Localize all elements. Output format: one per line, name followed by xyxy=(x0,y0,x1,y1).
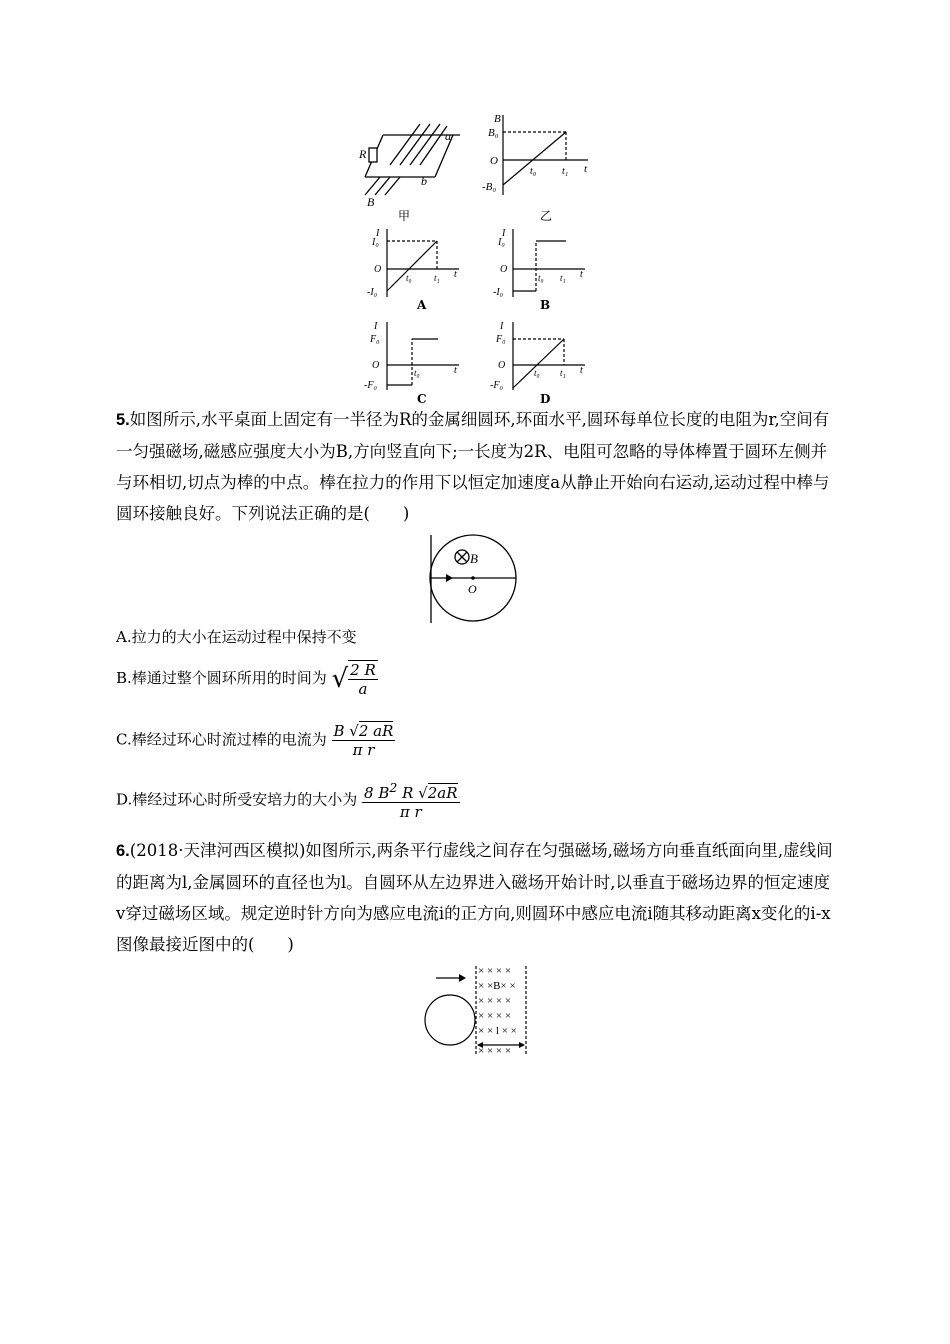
q5-option-b-text: B.棒通过整个圆环所用的时间为 xyxy=(116,669,327,687)
q5-option-c xyxy=(116,722,395,759)
svg-text:t: t xyxy=(454,365,457,376)
svg-text:t₁: t₁ xyxy=(562,166,569,177)
svg-text:t: t xyxy=(584,163,588,175)
svg-text:I₀: I₀ xyxy=(372,237,379,248)
svg-text:O: O xyxy=(490,155,498,167)
svg-text:B: B xyxy=(494,113,501,125)
svg-text:-I₀: -I₀ xyxy=(493,287,504,298)
graph-option-c xyxy=(362,318,462,393)
svg-text:× × × ×: × × × × xyxy=(478,1045,512,1057)
q5-option-c-text: C.棒经过环心时流过棒的电流为 xyxy=(116,730,327,749)
q5-option-d-text: D.棒经过环心时所受安培力的大小为 xyxy=(116,790,358,809)
q5-option-c-formula: $\frac{B √2 aR}{\text{π r}}$ xyxy=(333,722,394,759)
svg-text:I₀: I₀ xyxy=(498,237,505,248)
svg-text:B: B xyxy=(367,195,375,209)
svg-text:× × × ×: × × × × xyxy=(478,1010,512,1022)
svg-text:t₁: t₁ xyxy=(560,273,566,283)
svg-text:I: I xyxy=(500,321,504,332)
q5-option-d-formula: $\frac{8 B^2 R √2aR}{\text{π r}}$ xyxy=(364,780,458,821)
q5-option-b-formula: √ $\frac{2 R}{a}$ xyxy=(331,661,376,698)
svg-text:× × × ×: × × × × xyxy=(478,995,512,1007)
figure-q5-ring xyxy=(425,533,525,625)
label-option-a: A xyxy=(417,298,427,312)
svg-text:R: R xyxy=(359,147,367,161)
svg-text:t₀: t₀ xyxy=(538,273,544,283)
svg-text:O: O xyxy=(372,360,380,371)
question-6 xyxy=(116,835,836,960)
svg-text:t₁: t₁ xyxy=(560,368,566,378)
figure-yi xyxy=(478,110,593,200)
svg-text:-I₀: -I₀ xyxy=(367,287,378,298)
caption-yi: 乙 xyxy=(540,209,553,223)
svg-text:t: t xyxy=(580,365,583,376)
svg-text:b: b xyxy=(421,174,427,188)
svg-text:O: O xyxy=(498,360,506,371)
graph-option-b xyxy=(488,225,588,300)
label-option-c: C xyxy=(417,392,427,406)
graph-option-a xyxy=(362,225,462,300)
caption-jia: 甲 xyxy=(398,209,411,223)
svg-text:t₀: t₀ xyxy=(406,273,412,283)
svg-text:t₀: t₀ xyxy=(534,368,540,378)
svg-text:t: t xyxy=(580,269,583,280)
label-option-d: D xyxy=(540,392,551,406)
svg-text:× × × ×: × × × × xyxy=(478,965,512,977)
svg-text:O: O xyxy=(468,582,477,596)
q5-option-d xyxy=(116,780,460,821)
question-5 xyxy=(116,404,836,529)
graph-option-d xyxy=(488,318,588,393)
svg-text:t₀: t₀ xyxy=(414,368,420,378)
svg-text:t₀: t₀ xyxy=(530,166,537,177)
figure-q6-field xyxy=(418,962,533,1057)
svg-text:t₁: t₁ xyxy=(434,273,440,283)
svg-text:F₀: F₀ xyxy=(370,334,380,345)
svg-text:× × l × ×: × × l × × xyxy=(478,1025,517,1037)
question-6-number: 6. xyxy=(116,842,130,860)
svg-text:-B₀: -B₀ xyxy=(482,181,497,193)
svg-text:B₀: B₀ xyxy=(488,127,499,139)
svg-text:F₀: F₀ xyxy=(496,334,506,345)
svg-text:-F₀: -F₀ xyxy=(364,380,377,391)
question-6-text: (2018·天津河西区模拟)如图所示,两条平行虚线之间存在匀强磁场,磁场方向垂直纸面向里,虚线间的距离为l,金属圆环的直径也为l。自圆环从左边界进入磁场开始计时,以垂直于磁场边界的恒定速度v穿过磁场区域。规定逆时针方向为感应电流i的正方向,则圆环中感应电流i随其移动距离x变化的i-x图像最接近图中的( ) xyxy=(116,841,833,954)
svg-text:a: a xyxy=(445,129,451,143)
svg-text:O: O xyxy=(500,264,508,275)
svg-text:t: t xyxy=(454,269,457,280)
svg-text:-F₀: -F₀ xyxy=(490,380,503,391)
svg-text:I: I xyxy=(376,228,380,239)
q5-option-a: A.拉力的大小在运动过程中保持不变 xyxy=(116,628,357,646)
svg-text:I: I xyxy=(502,228,506,239)
svg-text:I: I xyxy=(374,321,378,332)
label-option-b: B xyxy=(540,298,551,312)
q5-option-b xyxy=(116,660,378,698)
svg-text:× ×B× ×: × ×B× × xyxy=(478,980,516,992)
question-5-text: 如图所示,水平桌面上固定有一半径为R的金属细圆环,环面水平,圆环每单位长度的电阻为r,空间有一匀强磁场,磁感应强度大小为B,方向竖直向下;一长度为2R、电阻可忽略的导体棒置于圆环左侧并与环相切,切点为棒的中点。棒在拉力的作用下以恒定加速度a从静止开始向右运动,运动过程中棒与圆环接触良好。下列说法正确的是( ) xyxy=(116,410,830,523)
svg-text:O: O xyxy=(374,264,382,275)
question-5-number: 5. xyxy=(116,411,130,429)
svg-text:B: B xyxy=(470,551,478,566)
